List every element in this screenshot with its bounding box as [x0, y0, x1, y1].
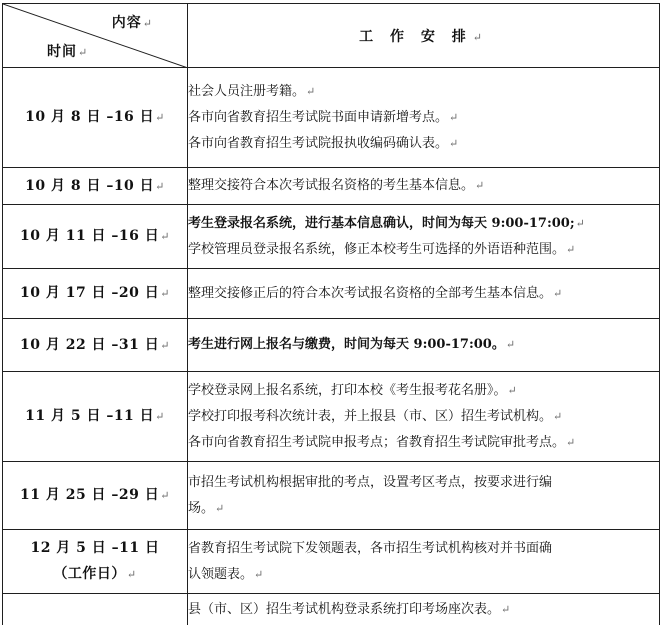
task-cell [188, 269, 660, 319]
table-row [3, 68, 660, 168]
table-header-row [3, 4, 660, 68]
task-line: 各市向省教育招生考试院报执收编码确认表。↵ [188, 135, 459, 151]
table-row [3, 530, 660, 594]
table-row [3, 462, 660, 530]
diagonal-divider-line [3, 4, 188, 68]
task-cell [188, 372, 660, 462]
table-row [3, 269, 660, 319]
task-cell [188, 462, 660, 530]
time-line: （工作日）↵ [53, 566, 137, 582]
task-line: 整理交接符合本次考试报名资格的考生基本信息。↵ [188, 178, 485, 193]
task-line: 学校登录网上报名系统，打印本校《考生报考花名册》。↵ [188, 382, 517, 398]
task-line: 认领题表。↵ [188, 566, 264, 582]
task-line: 场。↵ [188, 500, 225, 516]
task-line: 各市向省教育招生考试院书面申请新增考点。↵ [188, 109, 459, 125]
diagonal-header-cell [3, 4, 188, 68]
table-row [3, 372, 660, 462]
task-cell [188, 319, 660, 372]
table-row [3, 168, 660, 205]
table-row [3, 205, 660, 269]
time-cell [3, 594, 188, 625]
task-line: 市招生考试机构根据审批的考点，设置考区考点，按要求进行编 [188, 474, 553, 490]
table-row [3, 319, 660, 372]
header-task-title: 工 作 安 排 [359, 28, 472, 45]
time-line: 12 月 5 日 –11 日 [30, 540, 160, 556]
task-cell [188, 68, 660, 168]
task-line: 省教育招生考试院下发领题表，各市招生考试机构核对并书面确 [188, 540, 553, 556]
task-line: 县（市、区）招生考试机构登录系统打印考场座次表。↵ [188, 602, 511, 617]
header-content-label: 内容↵ [111, 15, 153, 31]
task-line: 考生进行网上报名与缴费，时间为每天 9:00-17:00。↵ [188, 337, 516, 352]
time-cell: 10 月 11 日 –16 日↵ [3, 205, 188, 269]
task-line: 考生登录报名系统，进行基本信息确认，时间为每天 9:00-17:00;↵ [188, 215, 585, 231]
time-cell [3, 530, 188, 594]
time-cell: 11 月 25 日 –29 日↵ [3, 462, 188, 530]
task-line: 各市向省教育招生考试院申报考点；省教育招生考试院审批考点。↵ [188, 434, 576, 450]
header-time-label: 时间↵ [47, 44, 89, 60]
task-cell [188, 530, 660, 594]
header-task-cell: 工 作 安 排↵ [188, 4, 660, 68]
task-line: 社会人员注册考籍。↵ [188, 83, 316, 99]
task-cell [188, 594, 660, 625]
time-cell: 10 月 8 日 –16 日↵ [3, 68, 188, 168]
table-row [3, 594, 660, 625]
time-cell: 10 月 17 日 –20 日↵ [3, 269, 188, 319]
task-line: 整理交接修正后的符合本次考试报名资格的全部考生基本信息。↵ [188, 285, 563, 301]
time-cell: 10 月 22 日 –31 日↵ [3, 319, 188, 372]
task-cell [188, 205, 660, 269]
task-line: 学校管理员登录报名系统，修正本校考生可选择的外语语种范围。↵ [188, 241, 576, 257]
task-line: 学校打印报考科次统计表，并上报县（市、区）招生考试机构。↵ [188, 408, 563, 424]
time-cell: 10 月 8 日 –10 日↵ [3, 168, 188, 205]
time-cell: 11 月 5 日 –11 日↵ [3, 372, 188, 462]
task-cell [188, 168, 660, 205]
exam-schedule-table [2, 3, 660, 625]
